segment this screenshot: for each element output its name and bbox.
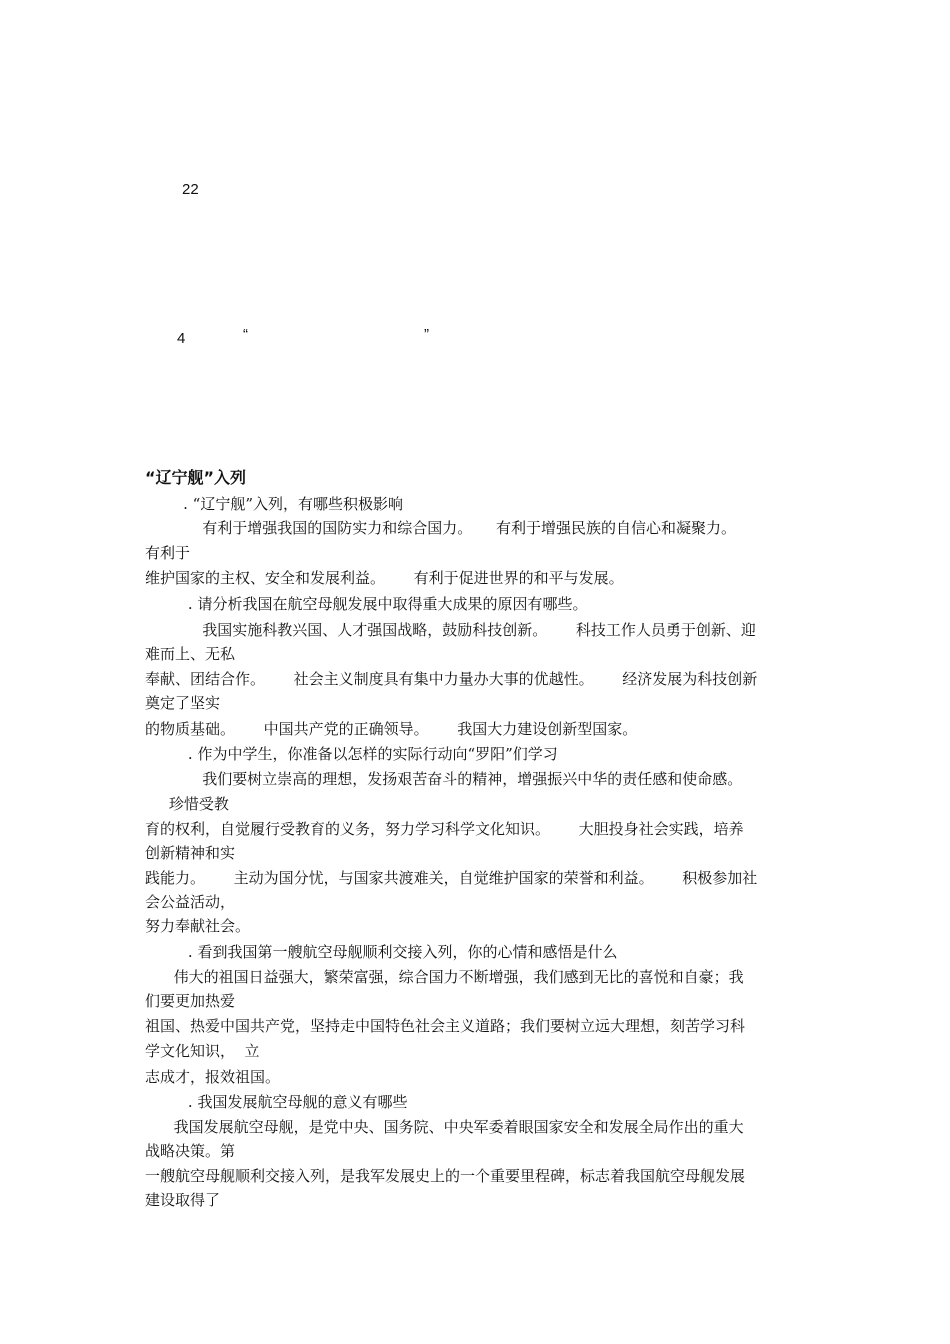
section-number-4: 4 [177,330,186,347]
text-line: 创新精神和实 [145,844,236,862]
document-title: “辽宁舰”入列 [145,468,247,487]
text-line: 一艘航空母舰顺利交接入列，是我军发展史上的一个重要里程碑，标志着我国航空母舰发展 [145,1167,746,1185]
text-line: . 请分析我国在航空母舰发展中取得重大成果的原因有哪些。 [145,595,588,613]
text-line: 有利于增强我国的国防实力和综合国力。 有利于增强民族的自信心和凝聚力。 [145,519,737,537]
text-line: 会公益活动， [145,893,236,911]
page-number-22: 22 [182,181,199,198]
text-line: 维护国家的主权、安全和发展利益。 有利于促进世界的和平与发展。 [145,569,624,587]
open-quote-mark: “ [243,326,248,343]
text-line: 难而上、无私 [145,645,236,663]
text-line: 志成才，报效祖国。 [145,1068,281,1086]
text-line: 战略决策。第 [145,1142,236,1160]
text-line: . 我国发展航空母舰的意义有哪些 [145,1093,408,1111]
text-line: . 作为中学生，你准备以怎样的实际行动向“罗阳”们学习 [145,745,558,763]
text-line: . “辽宁舰”入列，有哪些积极影响 [145,495,404,513]
text-line: 奉献、团结合作。 社会主义制度具有集中力量办大事的优越性。 经济发展为科技创新 [145,670,758,688]
text-line: 践能力。 主动为国分忧，与国家共渡难关，自觉维护国家的荣誉和利益。 积极参加社 [145,869,758,887]
text-line: 建设取得了 [145,1191,221,1209]
text-line: 奠定了坚实 [145,694,221,712]
text-line: 伟大的祖国日益强大，繁荣富强，综合国力不断增强，我们感到无比的喜悦和自豪；我 [145,968,744,986]
text-line: 们要更加热爱 [145,992,236,1010]
text-line: 的物质基础。 中国共产党的正确领导。 我国大力建设创新型国家。 [145,720,638,738]
text-line: . 看到我国第一艘航空母舰顺利交接入列，你的心情和感悟是什么 [145,943,618,961]
text-line: 我们要树立崇高的理想，发扬艰苦奋斗的精神，增强振兴中华的责任感和使命感。 [145,770,743,788]
close-quote-mark: ” [424,326,429,343]
text-line: 有利于 [145,544,191,562]
text-line: 祖国、热爱中国共产党，坚持走中国特色社会主义道路；我们要树立远大理想，刻苦学习科 [145,1017,746,1035]
text-line: 育的权利，自觉履行受教育的义务，努力学习科学文化知识。 大胆投身社会实践，培养 [145,820,744,838]
text-line: 我国发展航空母舰，是党中央、国务院、中央军委着眼国家安全和发展全局作出的重大 [145,1118,744,1136]
text-line: 我国实施科教兴国、人才强国战略，鼓励科技创新。 科技工作人员勇于创新、迎 [145,621,756,639]
text-line: 努力奉献社会。 [145,917,251,935]
text-line: 珍惜受教 [145,795,229,813]
text-line: 学文化知识， 立 [145,1042,260,1060]
